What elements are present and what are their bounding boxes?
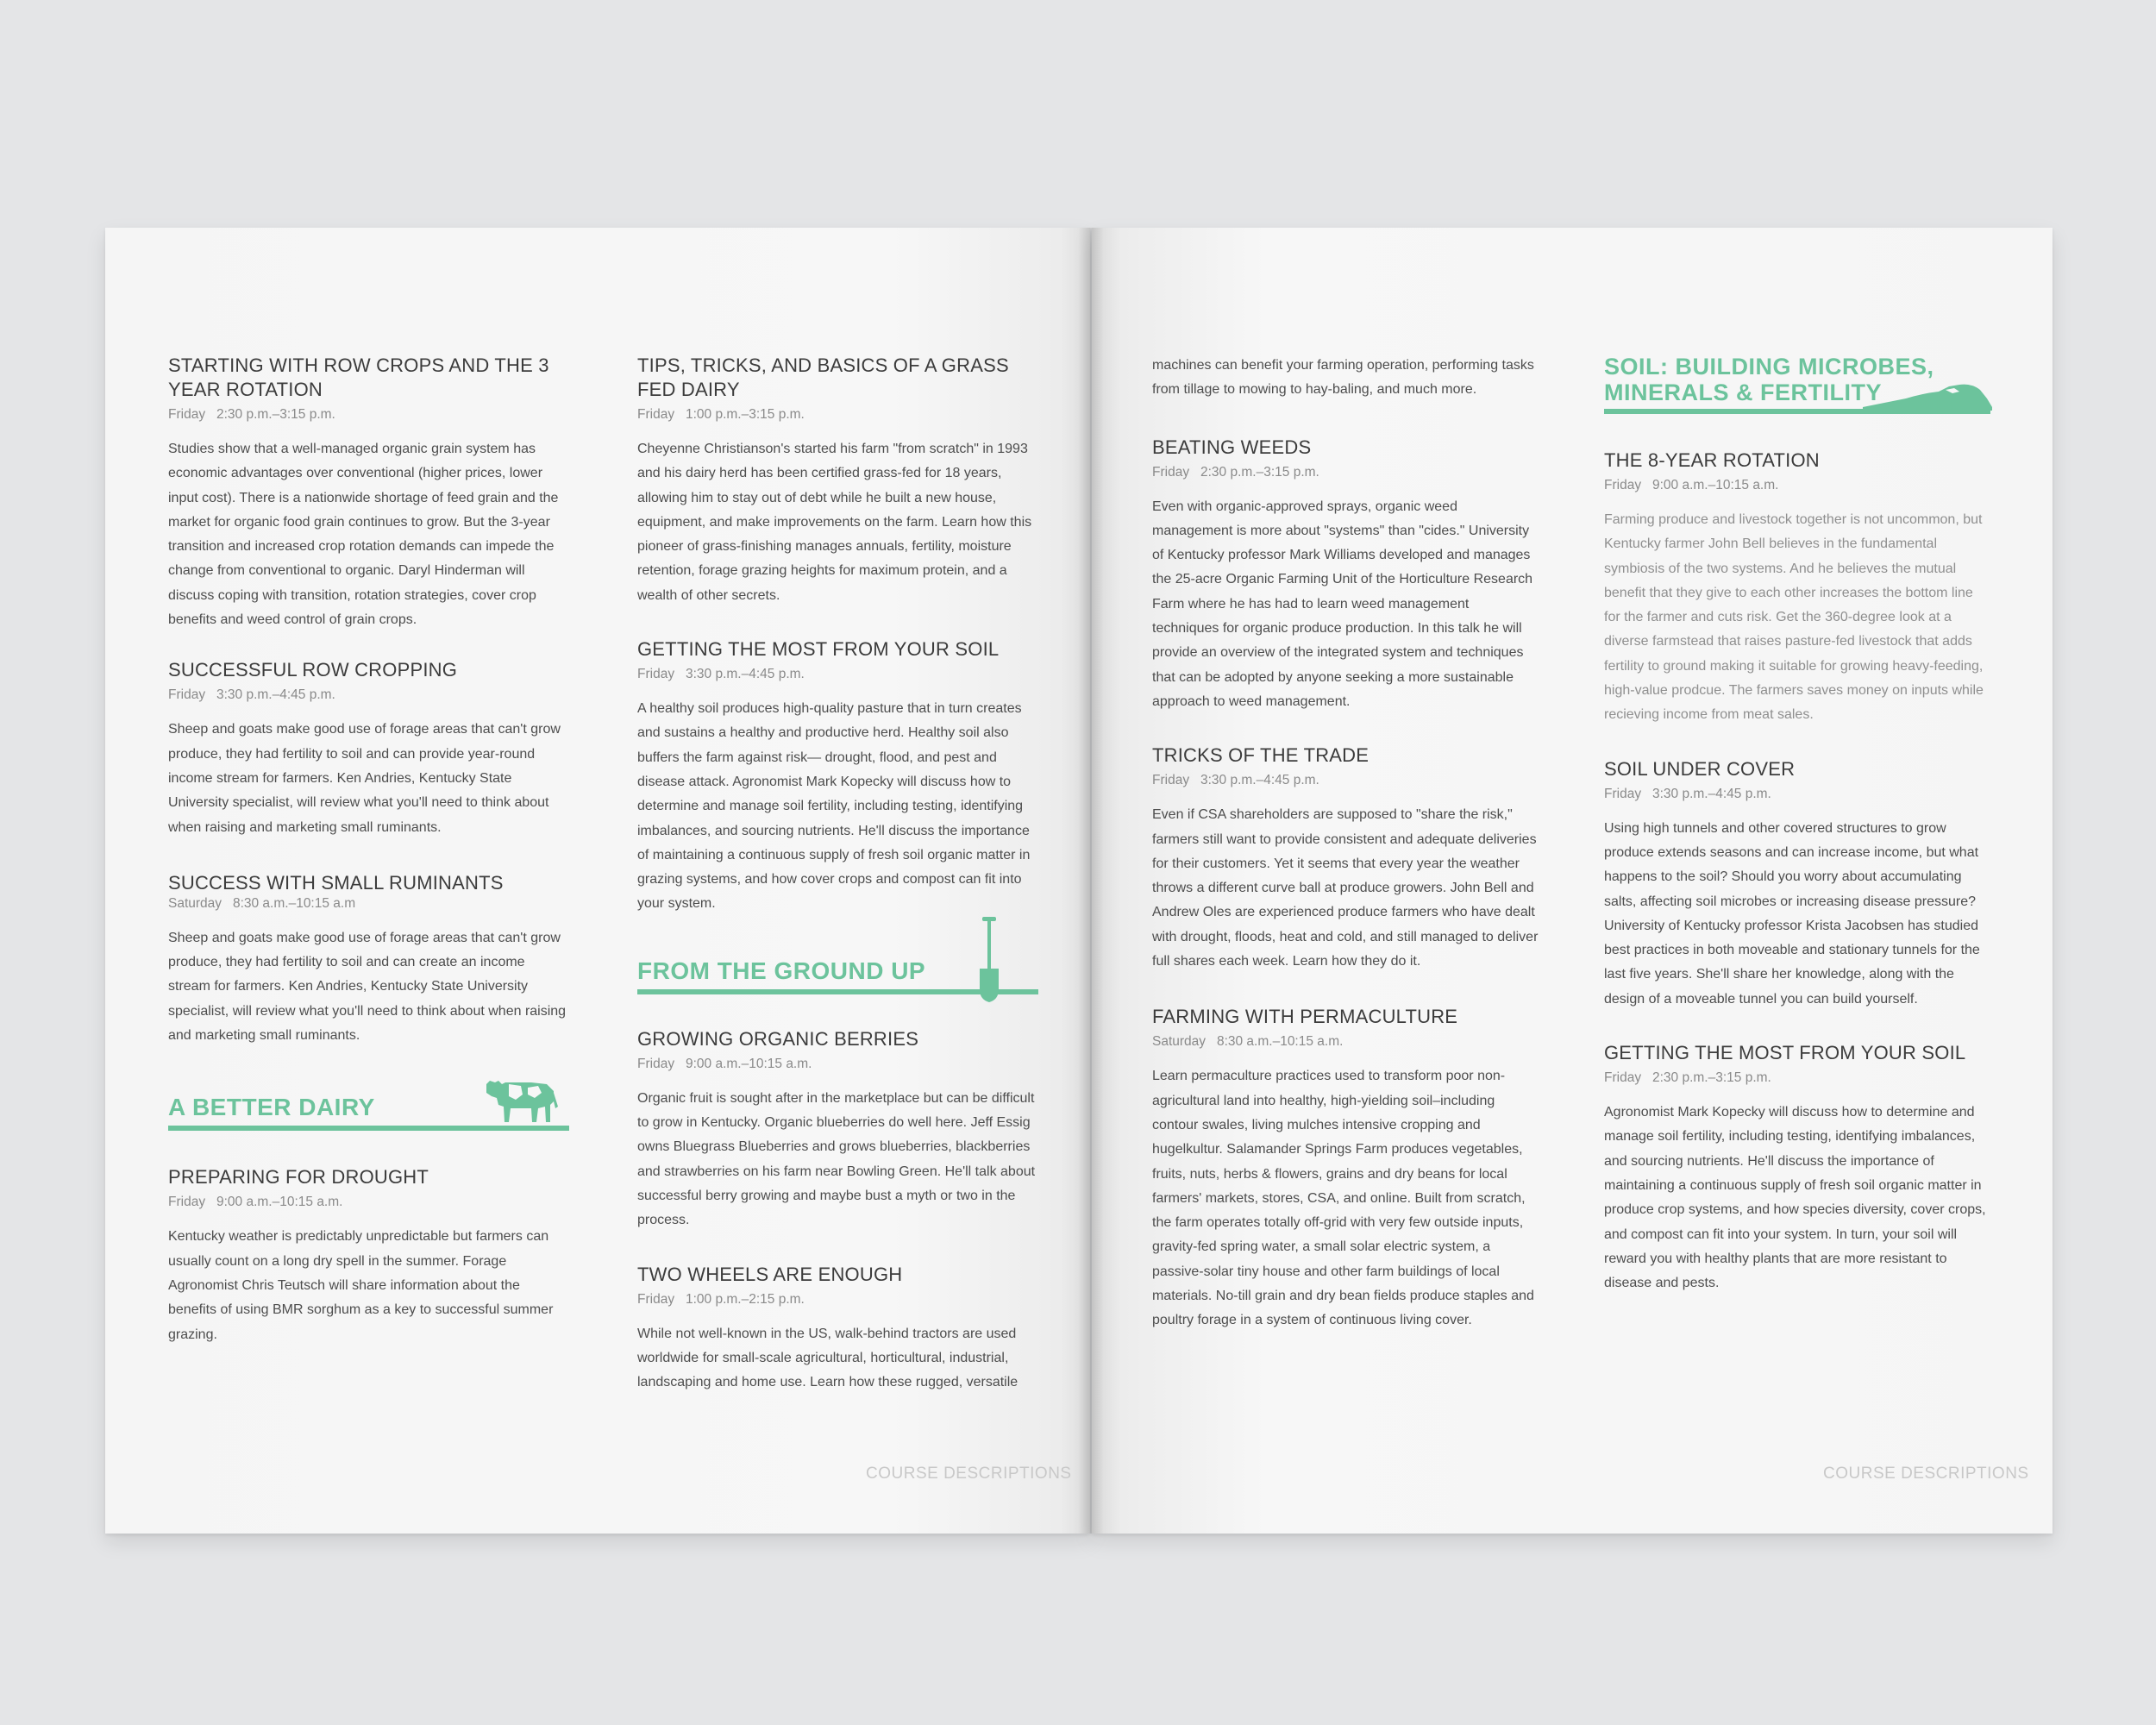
course-most-from-soil-2 — [1604, 1041, 1990, 1295]
left-column-1 — [168, 354, 569, 1380]
course-time: Friday 3:30 p.m.–4:45 p.m. — [1152, 773, 1319, 788]
course-description: A healthy soil produces high-quality pasture that in turn creates and sustains a healthy and productive herd. Healthy soil also buffers the farm against risk— drought, flood, and pest and disease attack. Agronomist Mark Kopecky will discuss how to determine and manage soil fertility, including testing, identifying imbalances, and sourcing nutrients. He'll discuss the importance of maintaining a continuous supply of fresh soil organic matter in grazing systems, and how cover crops and compost can fit into your system. — [637, 701, 1031, 912]
left-column-2 — [637, 354, 1038, 1427]
gutter-shadow — [1078, 228, 1104, 1534]
course-time: Friday 9:00 a.m.–10:15 a.m. — [1604, 478, 1779, 492]
course-description: Learn permaculture practices used to transform poor non-agricultural land into healthy, high-yielding soil–including contour swales, living mulches intensive cropping and hugelkultur. Salamander Springs Farm produces vegetables, fruits, nuts, herbs & flowers, grains and dry beans for local farmers' markets, stores, CSA, and online. Built from scratch, the farm operates totally off-grid with very few outside inputs, gravity-fed spring water, a small solar electric system, a passive-solar tiny house and other farm buildings of local materials. No-till grain and dry bean fields produce staples and poultry forage in a system of continuous living cover. — [1152, 1069, 1534, 1328]
course-title: TWO WHEELS ARE ENOUGH — [637, 1263, 903, 1285]
course-time: Friday 2:30 p.m.–3:15 p.m. — [1152, 464, 1319, 480]
course-title: GETTING THE MOST FROM YOUR SOIL — [637, 638, 1000, 661]
course-description: Using high tunnels and other covered structures to grow produce extends seasons and can increase income, but what happens to the soil? Should you worry about accumulating salts, affecting soil microbes or increasing disease pressure? University of Kentucky professor Krista Jacobsen has studied best practices in both moveable and stationary tunnels for the last five years. She'll share her knowledge, along with the design of a moveable tunnel you can build yourself. — [1604, 820, 1980, 1007]
course-description: Agronomist Mark Kopecky will discuss how to determine and manage soil fertility, including testing, identifying imbalances, and sourcing nutrients. He'll discuss the importance of maintaining a continuous supply of fresh soil organic matter in produce crop systems, and how species diversity, cover crops, and compost can fit into your system. In turn, your soil will reward you with healthy plants that are more resistant to disease and pests. — [1604, 1105, 1986, 1291]
course-time: Friday 1:00 p.m.–2:15 p.m. — [637, 1291, 805, 1307]
course-title: THE 8-YEAR ROTATION — [1604, 449, 1820, 471]
course-time: Saturday 8:30 a.m.–10:15 a.m — [168, 895, 356, 911]
course-description: Farming produce and livestock together is not uncommon, but Kentucky farmer John Bell believes in the fundamental symbiosis of the two systems. And he believes the mutual benefit that they give to each other increases the bottom line for the farmer and cuts risk. Get the 360-degree look at a diverse farmstead that raises pasture-fed livestock that adds fertility to ground making it suitable for growing heavy-feeding, high-value prodcue. The farmers saves money on inputs while recieving income from meat sales. — [1604, 512, 1984, 723]
course-organic-berries — [637, 1027, 1038, 1233]
course-time: Saturday 8:30 a.m.–10:15 a.m. — [1152, 1034, 1344, 1050]
right-column-2 — [1604, 354, 1990, 1328]
course-description: Organic fruit is sought after in the marketplace but can be difficult to grow in Kentucky. Organic blueberries do well here. Jeff Essig owns Bluegrass Blueberries and grows blueberries, blackberries and strawberries on his farm near Bowling Green. He'll talk about successful berry growing and maybe bust a myth or two in the process. — [637, 1090, 1036, 1228]
course-description: While not well-known in the US, walk-behind tractors are used worldwide for small-scale agricultural, horticultural, industrial, landscaping and home use. Learn how these rugged, versatile — [637, 1326, 1018, 1390]
course-time: Friday 1:00 p.m.–3:15 p.m. — [637, 407, 805, 422]
course-title: SUCCESS WITH SMALL RUMINANTS — [168, 871, 504, 894]
course-beating-weeds — [1152, 436, 1539, 715]
course-time: Friday 3:30 p.m.–4:45 p.m. — [168, 687, 335, 703]
cow-icon — [479, 1072, 561, 1124]
right-column-1 — [1152, 354, 1539, 1366]
section-rule — [168, 1126, 569, 1131]
course-description: Even with organic-approved sprays, organic weed management is more about "systems" than "cides." University of Kentucky professor Mark Williams developed and manages the 25-acre Organic Farming Unit of the Horticulture Research Farm where he has had to learn weed management techniques for organic produce production. In this talk he will provide an overview of the integrated system and techniques that can be adopted by anyone seeking a more sustainable approach to weed management. — [1152, 499, 1533, 709]
course-title: PREPARING FOR DROUGHT — [168, 1166, 429, 1189]
left-page-footer: COURSE DESCRIPTIONS — [866, 1465, 1072, 1483]
course-description: Even if CSA shareholders are supposed to "share the risk," farmers still want to provide consistent and adequate deliveries for their customers. Yet it seems that every year the weather throws a different curve ball at produce growers. John Bell and Andrew Oles are experienced produce farmers who have dealt with drought, floods, heat and cold, and still managed to deliver full shares each week. Learn how they do it. — [1152, 807, 1539, 969]
course-preparing-for-drought — [168, 1165, 569, 1346]
course-successful-row-cropping — [168, 658, 569, 839]
course-title: SOIL UNDER COVER — [1604, 757, 1796, 780]
continued-text — [1152, 354, 1539, 403]
course-description: Sheep and goats make good use of forage areas that can't grow produce, they had fertility to soil and can create an income stream for farmers. Ken Andries, Kentucky State University specialist, will review what you'll need to think about when raising and marketing small ruminants. — [168, 930, 567, 1044]
course-title: GROWING ORGANIC BERRIES — [637, 1027, 919, 1050]
course-time: Friday 2:30 p.m.–3:15 p.m. — [1604, 1070, 1771, 1086]
course-time: Friday 9:00 a.m.–10:15 a.m. — [168, 1195, 343, 1210]
shovel-icon — [976, 917, 1002, 1003]
section-title-line-2: MINERALS & FERTILITY — [1604, 380, 1882, 405]
course-small-ruminants — [168, 871, 569, 1048]
course-most-from-soil — [637, 637, 1038, 917]
course-title: FARMING WITH PERMACULTURE — [1152, 1006, 1458, 1028]
course-8-year-rotation — [1604, 448, 1990, 728]
section-header-ground-up — [637, 958, 1038, 994]
continued-description: machines can benefit your farming operation, performing tasks from tillage to mowing to hay-baling, and much more. — [1152, 358, 1534, 398]
section-title-line-1: SOIL: BUILDING MICROBES, — [1604, 354, 1934, 380]
course-title: GETTING THE MOST FROM YOUR SOIL — [1604, 1042, 1966, 1064]
course-time: Friday 3:30 p.m.–4:45 p.m. — [637, 667, 805, 682]
section-header-better-dairy — [168, 1095, 569, 1131]
course-title: BEATING WEEDS — [1152, 436, 1312, 458]
right-page-footer: COURSE DESCRIPTIONS — [1823, 1465, 2029, 1483]
course-title: TIPS, TRICKS, AND BASICS OF A GRASS FED DAIRY — [637, 354, 1009, 400]
course-soil-under-cover — [1604, 757, 1990, 1012]
course-grass-fed-dairy — [637, 354, 1038, 608]
course-description: Sheep and goats make good use of forage areas that can't grow produce, they had fertility to soil and can provide year-round income stream for farmers. Ken Andries, Kentucky State University specialist, will review what you'll need to think about when raising and marketing small ruminants. — [168, 722, 561, 835]
course-two-wheels — [637, 1263, 1038, 1396]
section-title: A BETTER DAIRY — [168, 1094, 375, 1121]
course-time: Friday 3:30 p.m.–4:45 p.m. — [1604, 786, 1771, 801]
course-time: Friday 2:30 p.m.–3:15 p.m. — [168, 407, 335, 422]
course-title: SUCCESSFUL ROW CROPPING — [168, 659, 458, 681]
course-title: STARTING WITH ROW CROPS AND THE 3 YEAR ROTATION — [168, 354, 549, 400]
course-tricks-of-trade — [1152, 743, 1539, 974]
course-time: Friday 9:00 a.m.–10:15 a.m. — [637, 1056, 812, 1071]
course-description: Cheyenne Christianson's started his farm "from scratch" in 1993 and his dairy herd has been certified grass-fed for 18 years, allowing him to stay out of debt while he built a new house, equipment, and make improvements on the farm. Learn how this pioneer of grass-finishing manages annuals, fertility, moisture retention, forage grazing heights for maximum protein, and a wealth of other secrets. — [637, 442, 1032, 603]
course-permaculture — [1152, 1005, 1539, 1333]
course-description: Studies show that a well-managed organic grain system has economic advantages over conventional (higher prices, lower input cost). There is a nationwide shortage of feed grain and the market for organic food grain continues to grow. But the 3-year transition and increased crop rotation demands can impede the change from conventional to organic. Daryl Hinderman will discuss coping with transition, rotation strategies, cover crop benefits and weed control of grain crops. — [168, 442, 559, 628]
course-description: Kentucky weather is predictably unpredictable but farmers can usually count on a long dry spell in the summer. Forage Agronomist Chris Teutsch will share information about the benefits of using BMR sorghum as a key to successful summer grazing. — [168, 1229, 554, 1342]
section-header-soil — [1604, 354, 1990, 414]
section-title: FROM THE GROUND UP — [637, 957, 926, 984]
course-title: TRICKS OF THE TRADE — [1152, 744, 1369, 767]
hills-icon — [1863, 381, 1992, 411]
course-row-crops-rotation — [168, 354, 569, 632]
